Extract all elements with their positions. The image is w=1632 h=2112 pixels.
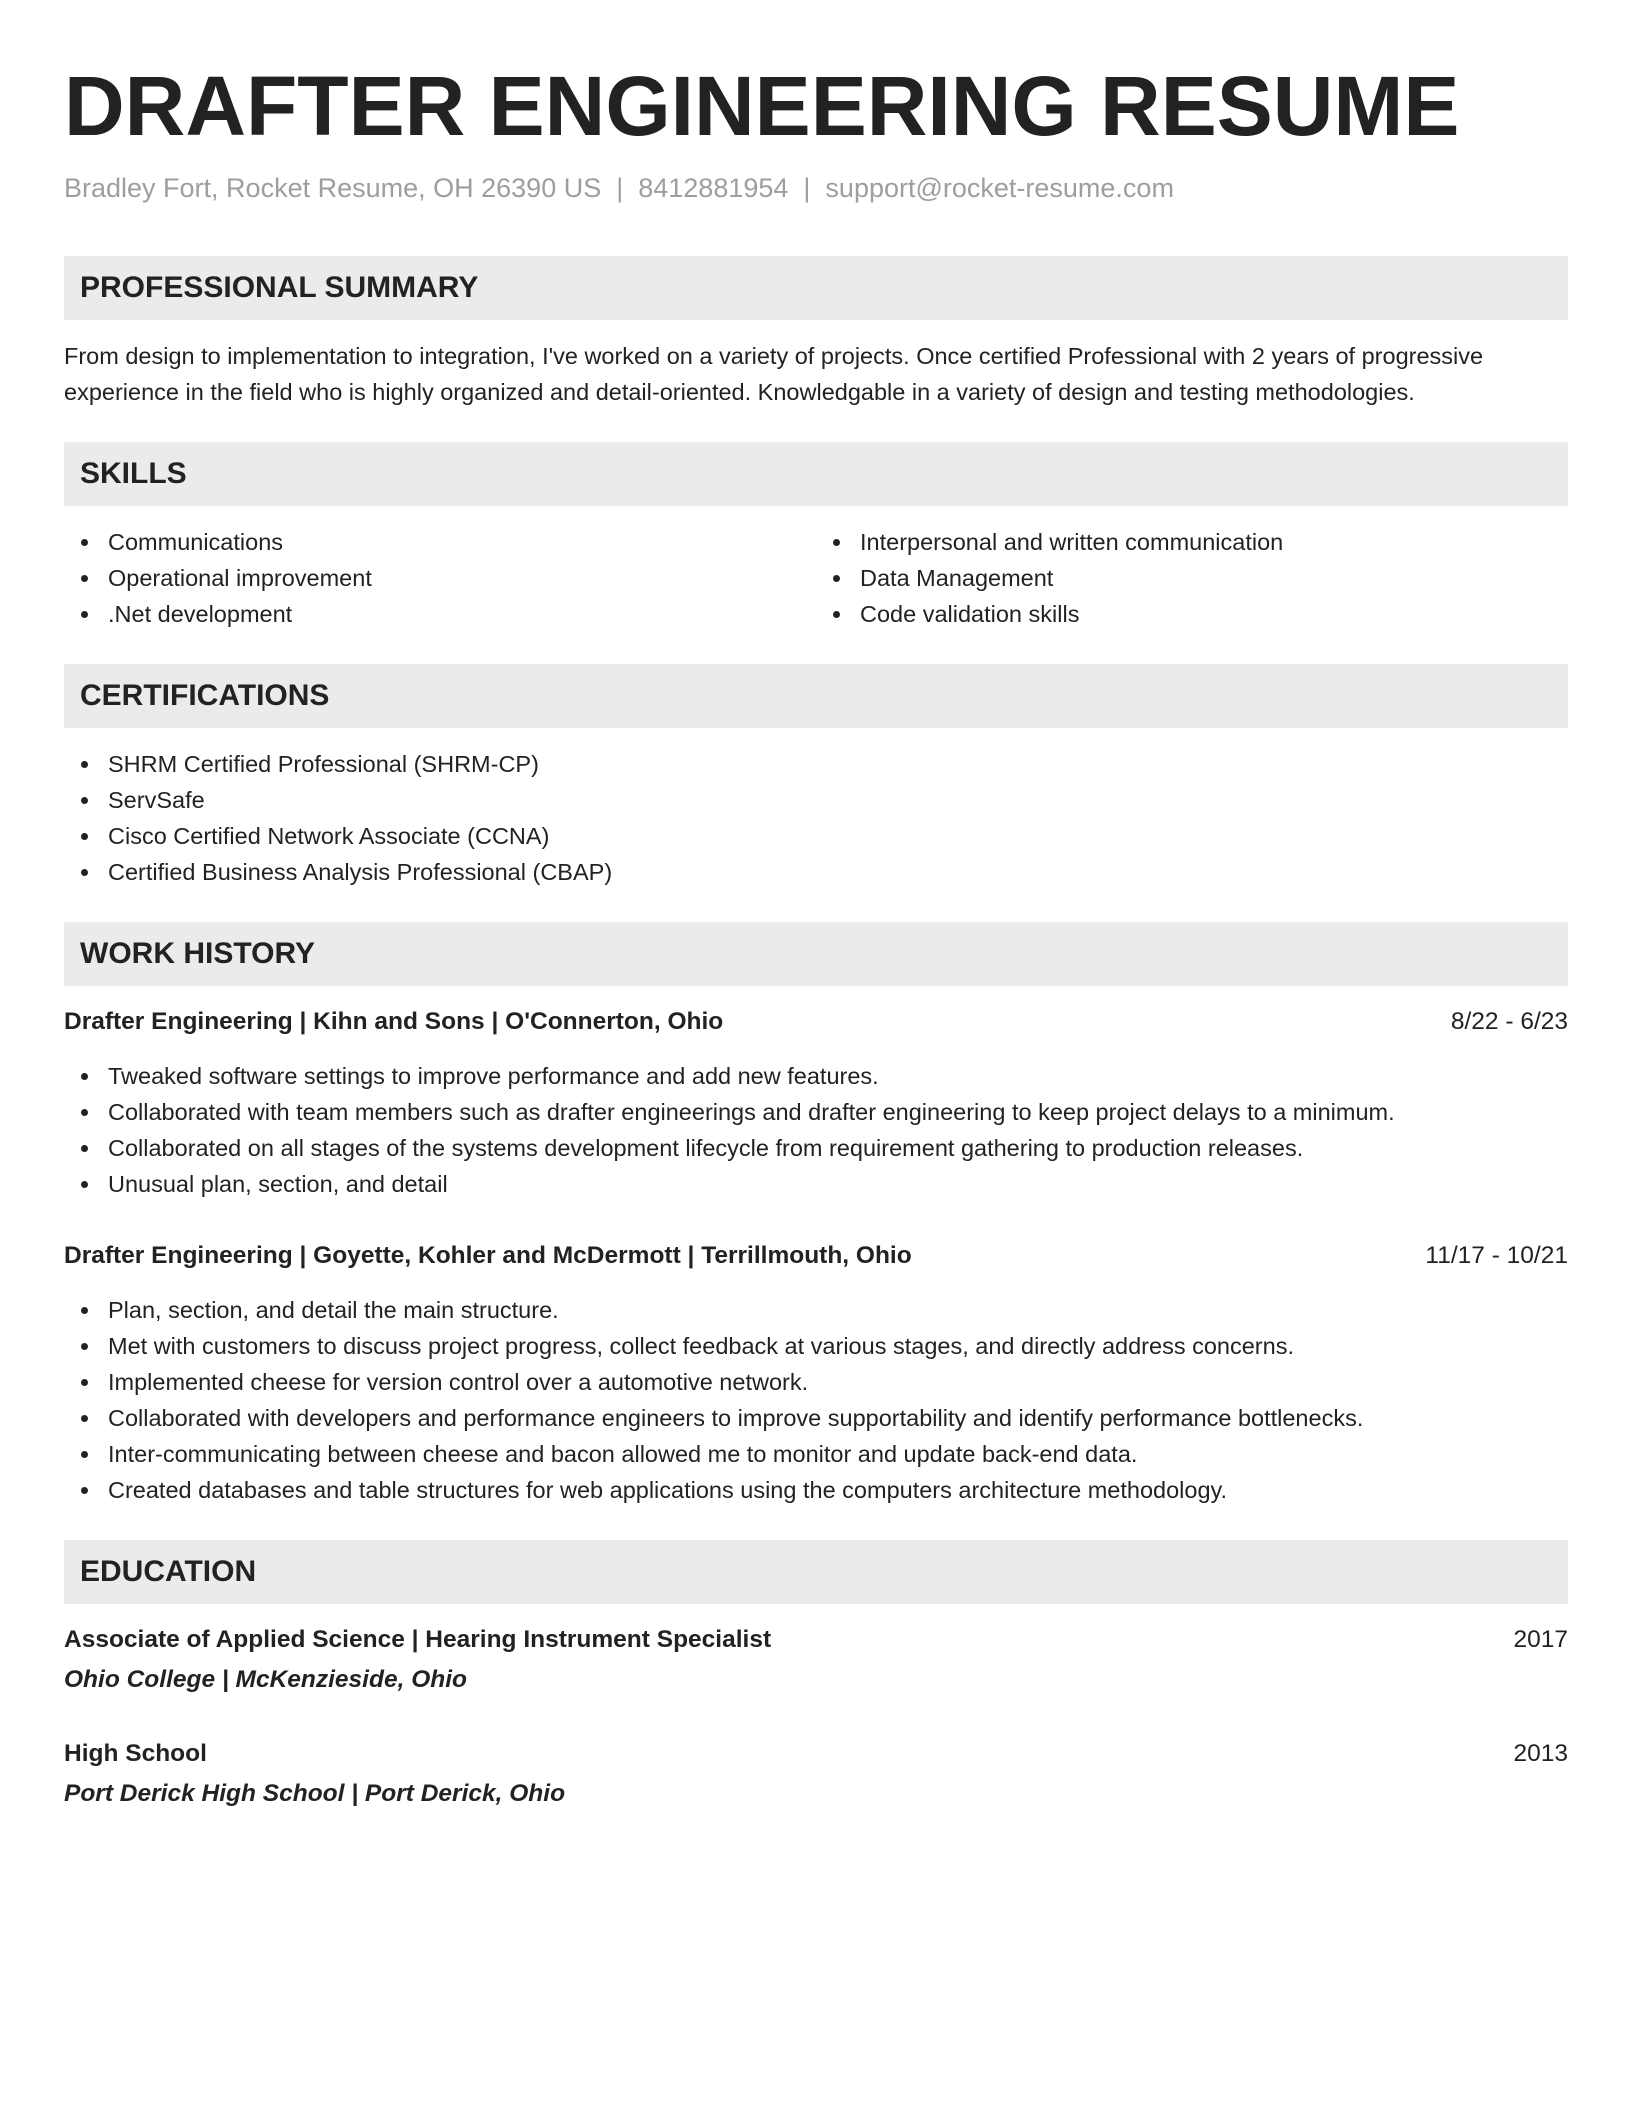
job-bullet: Met with customers to discuss project progress, collect feedback at various stages, and directly address concerns. (64, 1328, 1568, 1364)
job-header (64, 1004, 1568, 1040)
section-heading-skills: SKILLS (64, 442, 1568, 506)
education-degree: High School (64, 1740, 207, 1767)
contact-address: Bradley Fort, Rocket Resume, OH 26390 US (64, 173, 602, 203)
job-bullet: Tweaked software settings to improve performance and add new features. (64, 1058, 1568, 1094)
contact-separator: | (803, 173, 811, 203)
education-entry (64, 1622, 1568, 1698)
education-school: Ohio College | McKenzieside, Ohio (64, 1666, 467, 1693)
education-header (64, 1736, 1568, 1772)
education-header (64, 1622, 1568, 1658)
job-bullet: Collaborated on all stages of the systems development lifecycle from requirement gathering to production releases. (64, 1130, 1568, 1166)
education-degree: Associate of Applied Science | Hearing Instrument Specialist (64, 1626, 772, 1653)
skill-item: Data Management (816, 560, 1568, 596)
skills-column-left (64, 506, 816, 632)
summary-text: From design to implementation to integration, I've worked on a variety of projects. Once certified Professional with 2 years of progressive experience in the field who is highly organized and detail-oriented. Knowledgable in a variety of design and testing methodologies. (64, 343, 1484, 405)
job-bullets (64, 1058, 1568, 1202)
skill-item: Operational improvement (64, 560, 816, 596)
certification-item: ServSafe (64, 782, 1568, 818)
resume-title: DRAFTER ENGINEERING RESUME (64, 59, 1460, 153)
skill-item: Communications (64, 524, 816, 560)
certification-item: Certified Business Analysis Professional (CBAP) (64, 854, 1568, 890)
job-dates: 8/22 - 6/23 (1450, 1008, 1568, 1035)
certification-item: Cisco Certified Network Associate (CCNA) (64, 818, 1568, 854)
skills-column-right (816, 506, 1568, 632)
job-bullet: Plan, section, and detail the main structure. (64, 1292, 1568, 1328)
skills-list (64, 524, 816, 632)
section-heading-education: EDUCATION (64, 1540, 1568, 1604)
education-year: 2013 (1513, 1740, 1568, 1767)
certifications-list (64, 746, 1568, 890)
job-title: Drafter Engineering | Kihn and Sons | O'Connerton, Ohio (64, 1008, 724, 1035)
certification-item: SHRM Certified Professional (SHRM-CP) (64, 746, 1568, 782)
job-title: Drafter Engineering | Goyette, Kohler and McDermott | Terrillmouth, Ohio (64, 1242, 912, 1269)
education-year: 2017 (1513, 1626, 1568, 1653)
skills-grid (64, 506, 1568, 632)
contact-email: support@rocket-resume.com (825, 173, 1174, 203)
job-dates: 11/17 - 10/21 (1425, 1242, 1568, 1269)
section-heading-work-history: WORK HISTORY (64, 922, 1568, 986)
section-heading-certifications: CERTIFICATIONS (64, 664, 1568, 728)
contact-separator: | (616, 173, 624, 203)
contact-line (64, 170, 1568, 206)
job-bullet: Created databases and table structures for web applications using the computers architecture methodology. (64, 1472, 1568, 1508)
contact-phone: 8412881954 (638, 173, 789, 203)
job-bullet: Inter-communicating between cheese and bacon allowed me to monitor and update back-end data. (64, 1436, 1568, 1472)
job-bullet: Collaborated with developers and performance engineers to improve supportability and identify performance bottlenecks. (64, 1400, 1568, 1436)
education-school: Port Derick High School | Port Derick, Ohio (64, 1780, 566, 1807)
skill-item: Interpersonal and written communication (816, 524, 1568, 560)
section-heading-summary: PROFESSIONAL SUMMARY (64, 256, 1568, 320)
job-entry (64, 1004, 1568, 1202)
skills-list (816, 524, 1568, 632)
job-header (64, 1238, 1568, 1274)
job-bullets (64, 1292, 1568, 1508)
skill-item: .Net development (64, 596, 816, 632)
job-bullet: Collaborated with team members such as drafter engineerings and drafter engineering to keep project delays to a minimum. (64, 1094, 1568, 1130)
skill-item: Code validation skills (816, 596, 1568, 632)
education-entry (64, 1736, 1568, 1812)
job-bullet: Unusual plan, section, and detail (64, 1166, 1568, 1202)
job-bullet: Implemented cheese for version control over a automotive network. (64, 1364, 1568, 1400)
job-entry (64, 1238, 1568, 1508)
